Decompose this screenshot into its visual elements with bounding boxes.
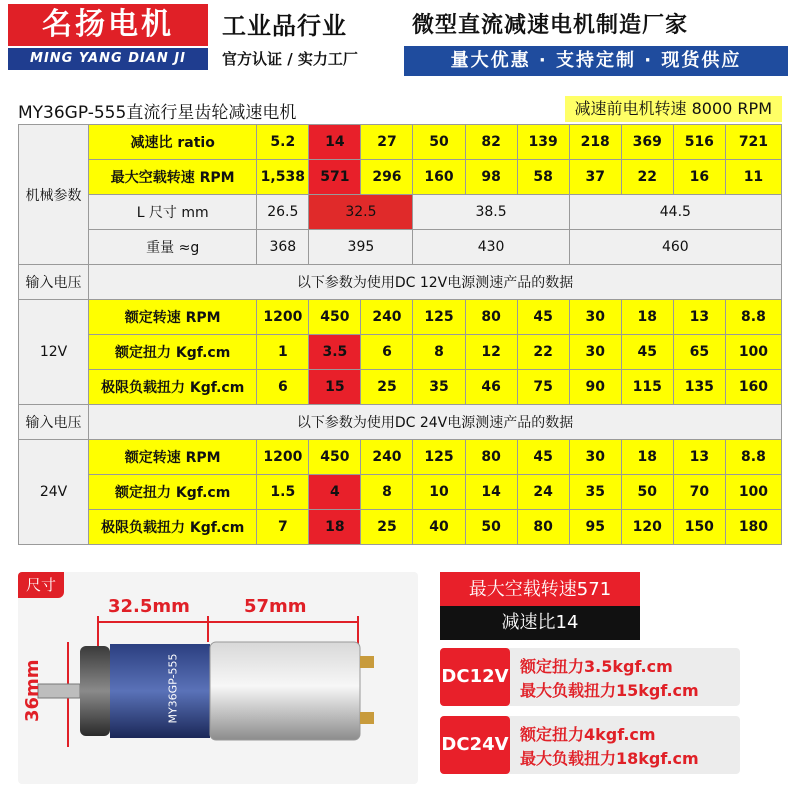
weight-label: 重量 ≈g: [89, 230, 257, 265]
v24-speed-cell: 13: [673, 440, 725, 475]
v12-speed-cell: 13: [673, 300, 725, 335]
v24-torque-cell: 35: [569, 475, 621, 510]
dc12-box: [440, 648, 740, 706]
noload-cell: 22: [621, 160, 673, 195]
v24-max-cell: 95: [569, 510, 621, 545]
ratio-cell: 5.2: [257, 125, 309, 160]
ratio-label: 减速比 ratio: [89, 125, 257, 160]
v12-max-cell: 25: [361, 370, 413, 405]
v12-speed-cell: 80: [465, 300, 517, 335]
v24-torque-cell: 50: [621, 475, 673, 510]
weight-cell: 460: [569, 230, 781, 265]
dc24-label: DC24V: [440, 716, 510, 774]
weight-row: [19, 230, 782, 265]
v12-torque-label: 额定扭力 Kgf.cm: [89, 335, 257, 370]
info-ratio: 减速比14: [440, 606, 640, 640]
length-cell: 44.5: [569, 195, 781, 230]
tagline-main: 工业品行业: [222, 12, 347, 40]
v24-max-cell: 80: [517, 510, 569, 545]
v24-speed-cell: 8.8: [725, 440, 781, 475]
length-row: [19, 195, 782, 230]
brand-logo: [8, 4, 208, 72]
v12-speed-cell: 8.8: [725, 300, 781, 335]
v24-speed-cell: 80: [465, 440, 517, 475]
v12-speed-cell: 450: [309, 300, 361, 335]
v24-max-cell: 25: [361, 510, 413, 545]
v24-max-cell: 180: [725, 510, 781, 545]
v12-max-cell: 115: [621, 370, 673, 405]
dc12-torque: 额定扭力3.5kgf.cm: [520, 657, 673, 676]
noload-label: 最大空载转速 RPM: [89, 160, 257, 195]
weight-cell: 395: [309, 230, 413, 265]
v12-torque-cell: 30: [569, 335, 621, 370]
noload-cell: 11: [725, 160, 781, 195]
v12-max-cell: 160: [725, 370, 781, 405]
pre-speed-tag: 减速前电机转速 8000 RPM: [565, 96, 782, 122]
v12-max-cell: 90: [569, 370, 621, 405]
dim-motor-length: 57mm: [244, 596, 307, 617]
motor-label: MY36GP-555: [166, 653, 180, 724]
dc24-torque: 额定扭力4kgf.cm: [520, 725, 656, 744]
length-cell-selected: 32.5: [309, 195, 413, 230]
v12-torque-cell: 1: [257, 335, 309, 370]
weight-cell: 430: [413, 230, 569, 265]
noload-cell: 58: [517, 160, 569, 195]
v24-speed-cell: 1200: [257, 440, 309, 475]
v24-max-cell: 150: [673, 510, 725, 545]
dc12-label: DC12V: [440, 648, 510, 706]
v12-speed-cell: 240: [361, 300, 413, 335]
size-tag: 尺寸: [18, 572, 64, 598]
ratio-cell: 516: [673, 125, 725, 160]
noload-cell: 37: [569, 160, 621, 195]
v24-max-row: [19, 510, 782, 545]
model-name: MY36GP-555直流行星齿轮减速电机: [18, 103, 297, 123]
tagline-sub: 官方认证 / 实力工厂: [222, 50, 358, 68]
v24-group-label: 输入电压: [19, 405, 89, 440]
v12-torque-cell-selected: 3.5: [309, 335, 361, 370]
ratio-cell: 369: [621, 125, 673, 160]
spec-table: [18, 124, 782, 545]
weight-cell: 368: [257, 230, 309, 265]
ratio-cell: 218: [569, 125, 621, 160]
v24-max-cell: 120: [621, 510, 673, 545]
dc24-box: [440, 716, 740, 774]
v12-torque-cell: 22: [517, 335, 569, 370]
v24-max-cell: 7: [257, 510, 309, 545]
v12-torque-cell: 100: [725, 335, 781, 370]
v24-torque-cell: 24: [517, 475, 569, 510]
ratio-cell: 721: [725, 125, 781, 160]
v24-speed-cell: 45: [517, 440, 569, 475]
ratio-cell: 82: [465, 125, 517, 160]
v12-max-cell: 75: [517, 370, 569, 405]
v24-speed-cell: 125: [413, 440, 465, 475]
v24-speed-cell: 30: [569, 440, 621, 475]
motor-photo-panel: [18, 572, 418, 784]
header: [0, 0, 800, 92]
noload-cell: 1,538: [257, 160, 309, 195]
model-row: [18, 96, 782, 122]
logo-chinese: 名扬电机: [8, 4, 208, 46]
v12-torque-cell: 45: [621, 335, 673, 370]
v12-torque-cell: 8: [413, 335, 465, 370]
v24-speed-cell: 450: [309, 440, 361, 475]
v12-max-cell: 46: [465, 370, 517, 405]
v24-max-cell-selected: 18: [309, 510, 361, 545]
v24-torque-label: 额定扭力 Kgf.cm: [89, 475, 257, 510]
v12-max-cell: 135: [673, 370, 725, 405]
v12-speed-cell: 125: [413, 300, 465, 335]
ratio-cell: 50: [413, 125, 465, 160]
v24-torque-cell: 1.5: [257, 475, 309, 510]
v24-note: 以下参数为使用DC 24V电源测速产品的数据: [89, 405, 782, 440]
v12-max-cell: 6: [257, 370, 309, 405]
dim-diameter: 36mm: [22, 659, 43, 722]
v12-speed-row: [19, 300, 782, 335]
dc12-max-torque: 最大负载扭力15kgf.cm: [520, 681, 699, 700]
v12-torque-row: [19, 335, 782, 370]
noload-cell: 98: [465, 160, 517, 195]
v12-speed-label: 额定转速 RPM: [89, 300, 257, 335]
v24-max-label: 极限负载扭力 Kgf.cm: [89, 510, 257, 545]
v12-torque-cell: 12: [465, 335, 517, 370]
ratio-cell-selected: 14: [309, 125, 361, 160]
v24-voltage: 24V: [19, 440, 89, 545]
v12-torque-cell: 6: [361, 335, 413, 370]
v12-max-cell-selected: 15: [309, 370, 361, 405]
v12-note-row: [19, 265, 782, 300]
v12-max-label: 极限负载扭力 Kgf.cm: [89, 370, 257, 405]
ratio-cell: 139: [517, 125, 569, 160]
v12-torque-cell: 65: [673, 335, 725, 370]
motor-illustration: [18, 572, 418, 784]
length-label: L 尺寸 mm: [89, 195, 257, 230]
noload-cell: 296: [361, 160, 413, 195]
v12-speed-cell: 1200: [257, 300, 309, 335]
v24-speed-row: [19, 440, 782, 475]
v24-max-cell: 40: [413, 510, 465, 545]
v24-torque-cell: 14: [465, 475, 517, 510]
noload-cell: 160: [413, 160, 465, 195]
v24-speed-cell: 18: [621, 440, 673, 475]
v24-torque-cell: 100: [725, 475, 781, 510]
v24-torque-cell: 8: [361, 475, 413, 510]
v24-speed-cell: 240: [361, 440, 413, 475]
v12-max-cell: 35: [413, 370, 465, 405]
length-cell: 26.5: [257, 195, 309, 230]
noload-cell: 16: [673, 160, 725, 195]
v24-torque-row: [19, 475, 782, 510]
v24-torque-cell: 70: [673, 475, 725, 510]
dc24-max-torque: 最大负载扭力18kgf.cm: [520, 749, 699, 768]
logo-english: MING YANG DIAN JI: [8, 48, 208, 70]
noload-row: [19, 160, 782, 195]
v12-speed-cell: 18: [621, 300, 673, 335]
v12-max-row: [19, 370, 782, 405]
promo-banner: 量大优惠 · 支持定制 · 现货供应: [404, 46, 788, 76]
dim-gearbox-length: 32.5mm: [108, 596, 190, 617]
v24-note-row: [19, 405, 782, 440]
v12-speed-cell: 45: [517, 300, 569, 335]
mech-group-label: 机械参数: [19, 125, 89, 265]
v12-voltage: 12V: [19, 300, 89, 405]
v12-note: 以下参数为使用DC 12V电源测速产品的数据: [89, 265, 782, 300]
length-cell: 38.5: [413, 195, 569, 230]
v24-max-cell: 50: [465, 510, 517, 545]
ratio-cell: 27: [361, 125, 413, 160]
v12-speed-cell: 30: [569, 300, 621, 335]
noload-cell-selected: 571: [309, 160, 361, 195]
ratio-row: [19, 125, 782, 160]
v12-group-label: 输入电压: [19, 265, 89, 300]
v24-torque-cell: 10: [413, 475, 465, 510]
v24-speed-label: 额定转速 RPM: [89, 440, 257, 475]
info-title: 最大空载转速571: [440, 572, 640, 608]
v24-torque-cell-selected: 4: [309, 475, 361, 510]
manufacturer-text: 微型直流减速电机制造厂家: [412, 13, 689, 38]
